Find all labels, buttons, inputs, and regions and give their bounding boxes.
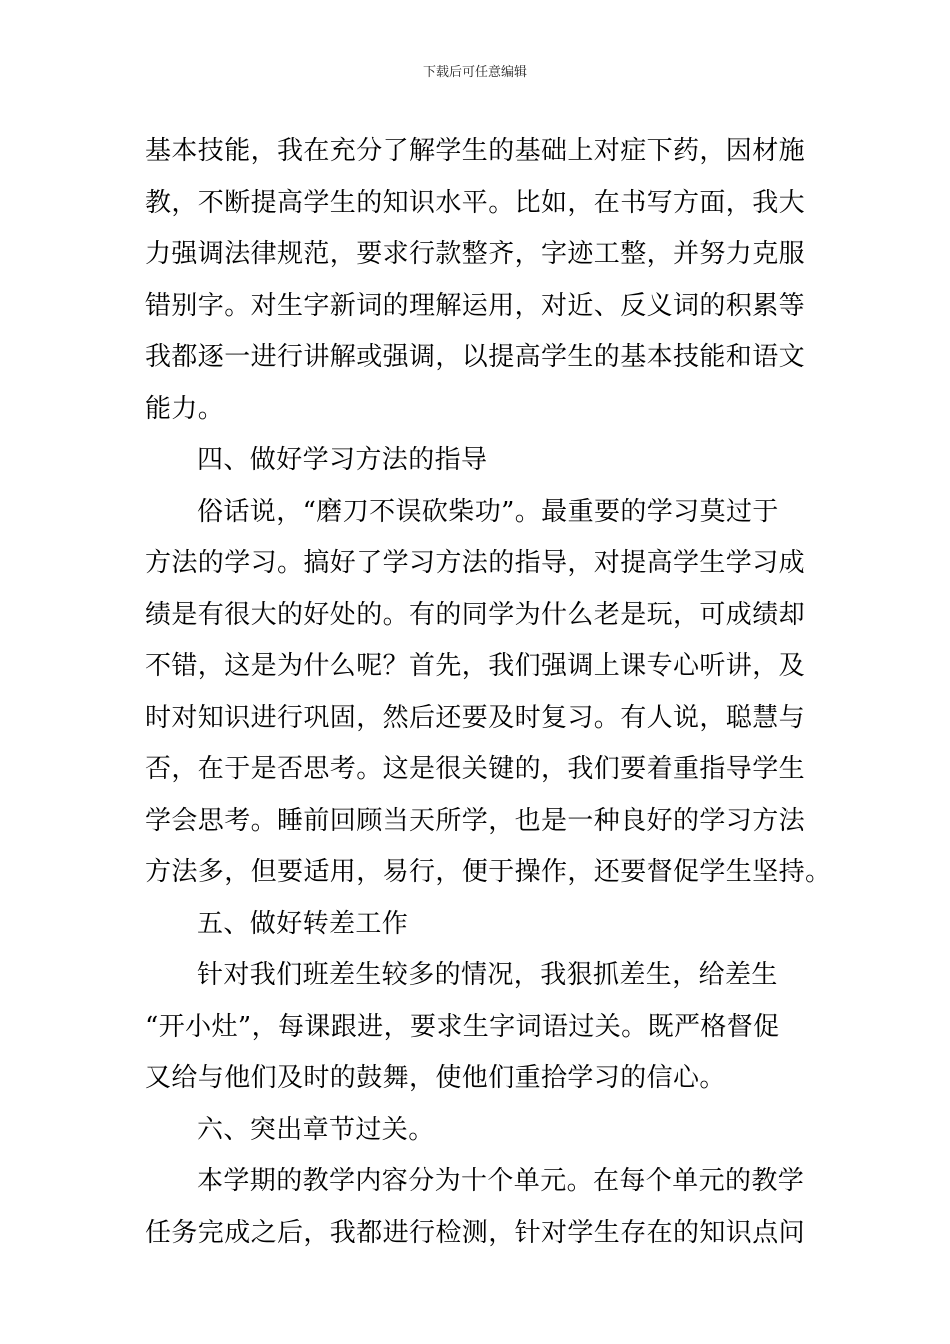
text-line: 方法多，但要适用，易行，便于操作，还要督促学生坚持。	[145, 857, 832, 887]
section-heading: 五、做好转差工作	[197, 908, 409, 939]
text-line: “开小灶”，每课跟进，要求生字词语过关。既严格督促	[145, 1011, 780, 1042]
text-line: 又给与他们及时的鼓舞，使他们重拾学习的信心。	[145, 1063, 726, 1093]
text-line: 基本技能，我在充分了解学生的基础上对症下药，因材施	[145, 136, 806, 166]
text-line: 能力。	[145, 393, 225, 424]
text-line: 不错，这是为什么呢？首先，我们强调上课专心听讲，及	[145, 651, 806, 681]
section-heading: 四、做好学习方法的指导	[197, 445, 488, 475]
text-line: 绩是有很大的好处的。有的同学为什么老是玩，可成绩却	[145, 599, 806, 630]
text-line: 针对我们班差生较多的情况，我狠抓差生，给差生	[197, 960, 778, 990]
text-line: 方法的学习。搞好了学习方法的指导，对提高学生学习成	[145, 548, 806, 578]
text-line: 错别字。对生字新词的理解运用，对近、反义词的积累等	[145, 290, 806, 321]
text-line: 我都逐一进行讲解或强调，以提高学生的基本技能和语文	[145, 342, 806, 372]
text-line: 学会思考。睡前回顾当天所学，也是一种良好的学习方法	[145, 805, 806, 836]
text-line: 任务完成之后，我都进行检测，针对学生存在的知识点问	[145, 1217, 806, 1248]
text-line: 俗话说，“磨刀不误砍柴功”。最重要的学习莫过于	[197, 496, 779, 527]
text-line: 否，在于是否思考。这是很关键的，我们要着重指导学生	[145, 754, 806, 784]
section-heading: 六、突出章节过关。	[197, 1114, 435, 1145]
text-line: 教，不断提高学生的知识水平。比如，在书写方面，我大	[145, 187, 806, 218]
text-line: 力强调法律规范，要求行款整齐，字迹工整，并努力克服	[145, 239, 806, 269]
text-line: 本学期的教学内容分为十个单元。在每个单元的教学	[197, 1166, 805, 1196]
page-header: 下载后可任意编辑	[422, 65, 527, 80]
text-line: 时对知识进行巩固，然后还要及时复习。有人说，聪慧与	[145, 702, 806, 733]
document-body	[145, 126, 832, 1259]
